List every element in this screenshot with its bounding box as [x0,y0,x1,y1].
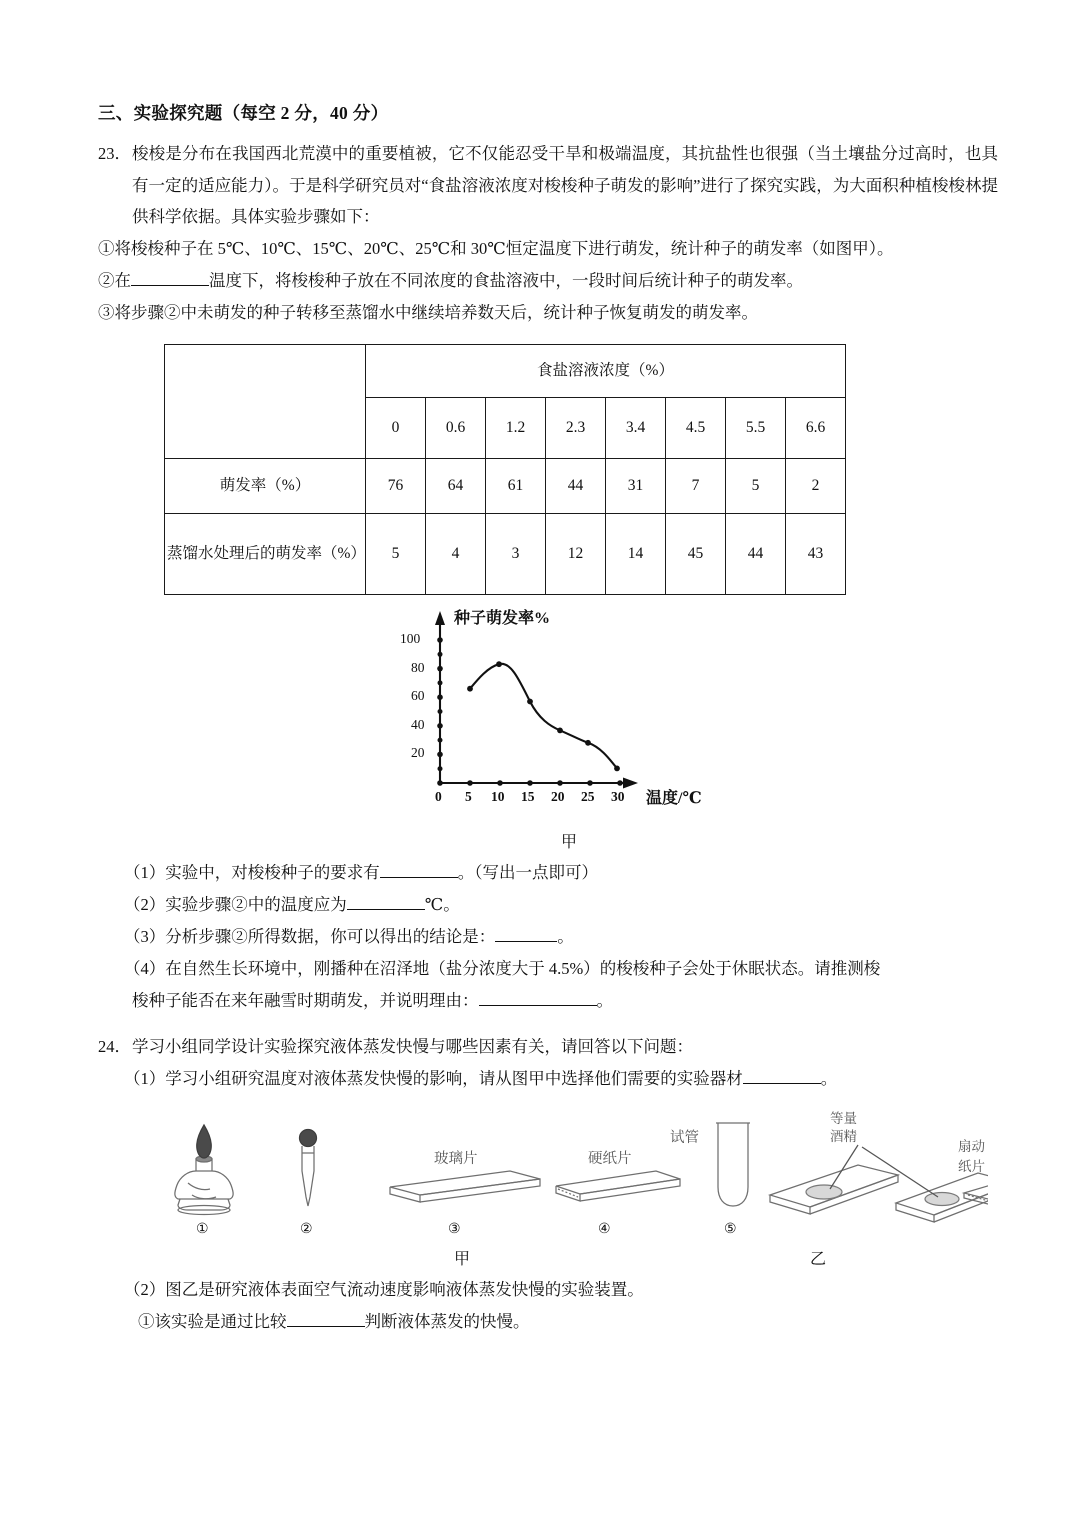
y-tick-dot [438,737,443,742]
q23-sub4-suffix: 。 [596,991,613,1011]
page-content [98,100,998,1338]
x-tick-dot [617,780,623,786]
table-conc-5: 4.5 [666,397,726,458]
chart-ytick-20: 20 [411,744,425,760]
alcohol-lamp-icon [175,1125,233,1215]
table-header-row-1 [165,344,846,397]
table-conc-0: 0 [366,397,426,458]
chart-xtick-30: 30 [611,788,625,804]
q24-sub21-blank[interactable] [287,1326,365,1327]
q23-sub1-prefix: （1）实验中，对梭梭种子的要求有 [124,862,380,882]
y-tick-dot [438,680,443,685]
chart-caption-jia: 甲 [561,833,578,851]
test-tube-icon [716,1123,750,1206]
q23-sub-2 [124,889,998,921]
table-row1-v4: 31 [606,458,666,513]
q24-sub-1 [124,1063,998,1095]
chart-xtick-25: 25 [581,788,595,804]
table-row2-v6: 44 [726,513,786,594]
q24-stem-row [98,1031,998,1063]
apparatus-label-1: ① [196,1221,209,1237]
q23-stem: 梭梭是分布在我国西北荒漠中的重要植被，它不仅能忍受干旱和极端温度，其抗盐性也很强（当土壤盐分过高时，也具有一定的适应能力）。于是科学研究员对“食盐溶液浓度对梭梭种子萌发的影响”进行了探究实践，为大面积种植梭梭林提供科学依据。具体实验步骤如下： [132,144,998,227]
q23-step2-prefix: ②在 [98,271,131,291]
table-row1-label: 萌发率（%） [165,458,366,513]
table-header-concentration: 食盐溶液浓度（%） [366,344,846,397]
apparatus-svg [158,1109,988,1274]
table-row [165,513,846,594]
q23-sub2-suffix: ℃。 [424,894,460,914]
x-axis-arrow [623,777,638,788]
q23-sub4-blank[interactable] [479,1005,597,1006]
table-row2-v4: 14 [606,513,666,594]
data-point [527,698,533,704]
test-tube-text-label: 试管 [670,1129,699,1146]
dropper-icon [300,1129,317,1206]
q23-sub3-suffix: 。 [557,926,574,946]
x-tick-dot [467,780,473,786]
q23-sub1-suffix: 。（写出一点即可） [457,862,598,882]
chart-ytick-60: 60 [411,687,425,703]
equal-alcohol-label-line2: 酒精 [830,1128,857,1144]
figure-caption-yi: 乙 [810,1250,827,1268]
q24-sub-2-1 [138,1306,998,1338]
chart-ytick-100: 100 [400,630,421,646]
cardboard-icon [556,1171,680,1201]
x-tick-dot [497,780,503,786]
chart-title: 种子萌发率% [454,609,551,627]
germination-temperature-chart [398,605,738,853]
y-tick-dot [437,751,443,757]
q23-number: 23． [98,144,131,163]
apparatus-label-5: ⑤ [724,1221,737,1237]
x-tick-dot [557,780,563,786]
y-tick-dot [438,651,443,656]
chart-ytick-40: 40 [411,716,425,732]
table-conc-2: 1.2 [486,397,546,458]
y-tick-dot [437,665,443,671]
x-tick-dot [437,780,443,786]
y-axis-arrow [435,611,445,625]
q24-stem: 学习小组同学设计实验探究液体蒸发快慢与哪些因素有关，请回答以下问题： [132,1036,693,1056]
table-row1-v0: 76 [366,458,426,513]
glass-slide-icon [390,1171,540,1202]
chart-ytick-80: 80 [411,659,425,675]
apparatus-figure [158,1109,988,1274]
fanning-paper-label: 扇动纸片 [958,1138,985,1174]
q23-sub3-blank[interactable] [495,941,557,942]
table-corner-cell [165,344,366,458]
table-row1-v6: 5 [726,458,786,513]
data-point [585,739,591,745]
q23-sub3-prefix: （3）分析步骤②所得数据，你可以得出的结论是： [124,926,496,946]
table-row1-v5: 7 [666,458,726,513]
chart-xtick-0: 0 [435,788,442,804]
yi-slide-left-icon [770,1165,898,1214]
q24-number: 24． [98,1036,131,1056]
table-row2-v0: 5 [366,513,426,594]
table-row2-v1: 4 [426,513,486,594]
q23-sub2-prefix: （2）实验步骤②中的温度应为 [124,894,347,914]
y-tick-dot [437,637,443,643]
data-point [614,765,620,771]
chart-xlabel: 温度/℃ [646,789,702,807]
question-24 [98,1031,998,1338]
y-tick-dot [438,766,443,771]
y-tick-dot [437,694,443,700]
chart-xtick-15: 15 [521,788,535,804]
data-point [557,727,563,733]
q23-step-3: ③将步骤②中未萌发的种子转移至蒸馏水中继续培养数天后，统计种子恢复萌发的萌发率。 [98,303,758,323]
q23-sub-4 [124,953,998,985]
germination-table [164,344,846,595]
table-conc-1: 0.6 [426,397,486,458]
table-row2-v3: 12 [546,513,606,594]
apparatus-label-2: ② [300,1221,313,1237]
chart-line [470,663,617,768]
table-conc-4: 3.4 [606,397,666,458]
data-point [467,685,473,691]
chart-xtick-10: 10 [491,788,505,804]
q24-sub21-suffix: 判断液体蒸发的快慢。 [364,1311,530,1331]
q23-sub-4-line2 [132,985,998,1017]
q24-sub1-prefix: （1）学习小组研究温度对液体蒸发快慢的影响，请从图甲中选择他们需要的实验器材 [124,1068,743,1088]
q23-sub1-blank[interactable] [380,877,458,878]
apparatus-label-4: ④ [598,1221,611,1237]
cardboard-label: 硬纸片 [588,1150,632,1167]
x-tick-dot [587,780,593,786]
q23-stem-row [98,138,998,233]
germination-table-wrap [164,344,846,595]
table-conc-6: 5.5 [726,397,786,458]
chart-xtick-5: 5 [465,788,472,804]
equal-alcohol-label-line1: 等量 [830,1110,857,1126]
q23-sub4-line2-text: 梭种子能否在来年融雪时期萌发，并说明理由： [132,991,479,1011]
q23-step-2 [98,265,998,297]
table-row2-label: 蒸馏水处理后的萌发率（%） [165,513,366,594]
chart-xtick-20: 20 [551,788,565,804]
q23-sub-1 [124,857,998,889]
q23-sub2-blank[interactable] [347,909,425,910]
table-row2-v7: 43 [786,513,846,594]
figure-caption-jia: 甲 [454,1250,471,1268]
table-row1-v3: 44 [546,458,606,513]
x-tick-dot [527,780,533,786]
glass-slide-label: 玻璃片 [434,1150,478,1167]
y-tick-dot [437,723,443,729]
q24-sub-2: （2）图乙是研究液体表面空气流动速度影响液体蒸发快慢的实验装置。 [124,1279,644,1299]
q24-sub21-prefix: ①该实验是通过比较 [138,1311,287,1331]
q23-step2-suffix: 温度下，将梭梭种子放在不同浓度的食盐溶液中，一段时间后统计种子的萌发率。 [209,271,803,291]
table-row [165,458,846,513]
q23-step-1: ①将梭梭种子在 5℃、10℃、15℃、20℃、25℃和 30℃恒定温度下进行萌发，统计种子的萌发率（如图甲）。 [98,239,894,259]
table-conc-7: 6.6 [786,397,846,458]
data-point [496,661,502,667]
q23-sub-3 [124,921,998,953]
table-row1-v7: 2 [786,458,846,513]
table-row2-v5: 45 [666,513,726,594]
table-row2-v2: 3 [486,513,546,594]
question-23 [98,138,998,1017]
table-row1-v2: 61 [486,458,546,513]
table-conc-3: 2.3 [546,397,606,458]
q24-sub1-blank[interactable] [743,1083,821,1084]
table-row1-v1: 64 [426,458,486,513]
q23-step2-blank[interactable] [131,285,209,286]
apparatus-label-3: ③ [448,1221,461,1237]
section-title: 三、实验探究题（每空 2 分，40 分） [98,103,389,123]
q24-sub1-suffix: 。 [820,1068,838,1088]
y-tick-dot [438,709,443,714]
q23-sub4-line1: （4）在自然生长环境中，刚播种在沼泽地（盐分浓度大于 4.5%）的梭梭种子会处于休眠状态。请推测梭 [124,959,881,979]
